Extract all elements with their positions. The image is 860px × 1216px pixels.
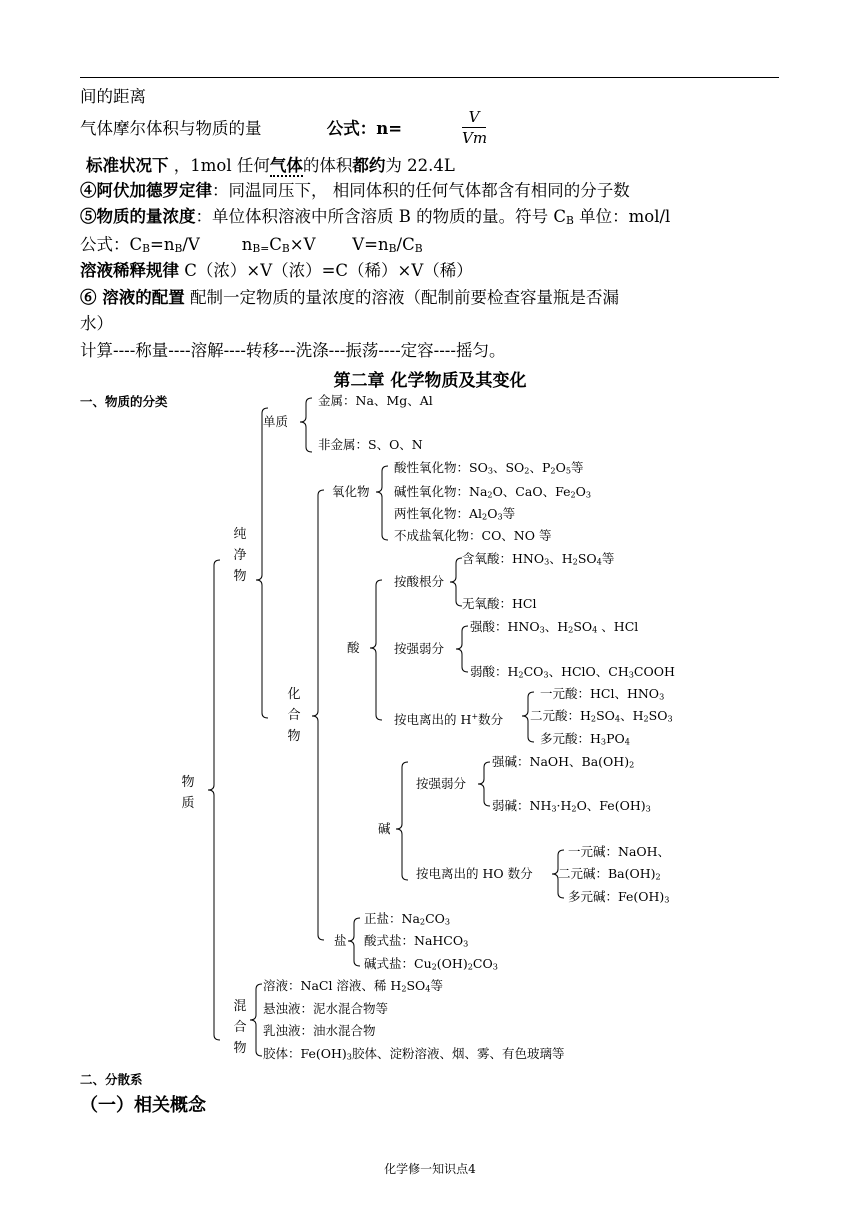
tree-leaf: 碱性氧化物：$Na_2O$、CaO、$Fe_2O_3$: [394, 484, 592, 500]
tree-node: 按强弱分: [394, 641, 445, 656]
bold-term: ④阿伏加德罗定律: [80, 181, 212, 200]
text-line: [80, 118, 402, 140]
text-segment: 为 22.4L: [385, 156, 455, 175]
header-rule: [80, 77, 779, 78]
bold-term: 溶液稀释规律: [80, 261, 179, 280]
section-heading: 一、物质的分类: [80, 394, 168, 409]
subsection-heading: （一）相关概念: [80, 1095, 206, 1116]
text-line: 计算----称量----溶解----转移---洗涤---振荡----定容----摇匀。: [80, 341, 506, 360]
text-line: [86, 155, 455, 177]
tree-leaf: 强酸：$HNO_3$、$H_2SO_4$ 、HCl: [470, 619, 639, 635]
tree-node: 按电离出的 HO 数分: [416, 866, 533, 881]
bold-term: 标准状况下: [86, 156, 169, 175]
tree-leaf: 一元酸：HCl、$HNO_3$: [540, 686, 665, 702]
brace: [370, 580, 382, 720]
tree-leaf: 多元酸：$H_3PO_4$: [540, 731, 630, 747]
tree-node-element: 单质: [263, 414, 289, 429]
subscript: B: [142, 242, 151, 256]
formula-fraction: [462, 108, 486, 147]
text-segment: 的体积: [302, 156, 353, 175]
brace: [250, 984, 262, 1056]
brace: [478, 762, 490, 806]
text-line: [80, 180, 630, 202]
text-segment: 气体摩尔体积与物质的量: [80, 119, 262, 138]
tree-leaf: 溶液：NaCl 溶液、稀 $H_2SO_4$等: [263, 978, 443, 994]
tree-leaf: 二元碱：$Ba(OH)_2$: [558, 866, 661, 882]
text-line: 公式：$C_B=n_B/V$ $n_{B=}C_B\times V$ $V=n_B/C_B$: [80, 235, 423, 256]
text-segment: 单位：mol/l: [573, 207, 671, 226]
tree-leaf: 不成盐氧化物：CO、NO 等: [394, 528, 552, 543]
text-line: [80, 206, 670, 232]
text-segment: 公式：C: [80, 235, 143, 254]
section-heading: 二、分散系: [80, 1072, 143, 1087]
bold-term: ⑥ 溶液的配置: [80, 288, 185, 307]
text-segment: 配制一定物质的量浓度的溶液（配制前要检查容量瓶是否漏: [184, 288, 619, 307]
tree-leaf: 多元碱：$Fe(OH)_3$: [568, 889, 670, 905]
text-segment: ：同温同压下， 相同体积的任何气体都含有相同的分子数: [212, 181, 630, 200]
brace: [376, 466, 388, 540]
tree-leaf: 酸式盐：NaHCO$_3$: [364, 933, 469, 949]
emphasized-term: 气体: [269, 156, 303, 175]
tree-leaf: 两性氧化物：$Al_2O_3$等: [394, 506, 516, 522]
tree-node-salt: 盐: [334, 933, 347, 948]
text-segment: ：单位体积溶液中所含溶质 B 的物质的量。符号 C: [195, 207, 566, 226]
fraction-numerator: V: [468, 108, 480, 126]
tree-node-mixture: 混 合 物: [233, 999, 247, 1056]
text-line: [80, 287, 619, 309]
bold-term: 都约: [352, 156, 386, 175]
tree-leaf: 强碱：NaOH、$Ba(OH)_2$: [492, 754, 635, 770]
tree-leaf: 乳浊液：油水混合物: [263, 1023, 376, 1038]
tree-leaf: 正盐：$Na_2CO_3$: [364, 911, 451, 927]
text-line: [80, 260, 473, 282]
tree-leaf: 非金属：S、O、N: [318, 437, 423, 452]
fraction-bar: [462, 127, 486, 128]
tree-leaf: 一元碱：NaOH、: [568, 844, 671, 859]
tree-leaf: 金属：Na、Mg、Al: [318, 393, 433, 408]
tree-node-acid: 酸: [347, 640, 360, 655]
tree-node-root: 物 质: [181, 775, 195, 811]
tree-node-oxide: 氧化物: [332, 484, 370, 499]
tree-leaf: 胶体：$Fe(OH)_3$胶体、淀粉溶液、烟、雾、有色玻璃等: [263, 1046, 565, 1062]
brace: [256, 408, 268, 718]
tree-leaf: 碱式盐：$Cu_2(OH)_2CO_3$: [364, 956, 498, 972]
text-line: 间的距离: [80, 87, 146, 106]
formula-label: 公式：n=: [326, 119, 403, 138]
tree-leaf: 二元酸：$H_2SO_4$、$H_2SO_3$: [530, 708, 673, 724]
page-footer: 化学修一知识点4: [384, 1162, 476, 1176]
tree-leaf: 弱酸：$H_2CO_3$、HClO、$CH_3COOH$: [470, 664, 675, 680]
tree-node-compound: 化 合 物: [287, 687, 301, 744]
brace: [456, 626, 468, 672]
brace: [312, 490, 324, 940]
bold-term: ⑤物质的量浓度: [80, 207, 196, 226]
tree-leaf: 悬浊液：泥水混合物等: [263, 1001, 389, 1016]
tree-node: 按酸根分: [394, 574, 445, 589]
tree-leaf: 弱碱：$NH_3\cdot H_2O$、$Fe(OH)_3$: [492, 798, 651, 814]
fraction-denominator: Vm: [462, 129, 488, 147]
brace: [300, 398, 312, 452]
tree-node: 按强弱分: [416, 776, 467, 791]
brace: [348, 918, 360, 966]
subscript: B: [566, 214, 574, 228]
tree-leaf: 酸性氧化物：$SO_3$、$SO_2$、$P_2O_5$等: [394, 460, 584, 476]
brace: [208, 560, 220, 1040]
tree-node: 按电离出的 H+数分: [394, 711, 504, 728]
chapter-title: 第二章 化学物质及其变化: [333, 371, 527, 391]
tree-leaf: 无氧酸：HCl: [462, 596, 537, 611]
brace: [396, 762, 408, 880]
tree-node-base: 碱: [378, 821, 391, 836]
text-segment: C（浓）×V（浓）=C（稀）×V（稀）: [179, 261, 473, 280]
tree-leaf: 含氧酸：$HNO_3$、$H_2SO_4$等: [462, 551, 615, 567]
text-segment: ，1mol 任何: [173, 156, 270, 175]
tree-node-pure: 纯 净 物: [233, 527, 247, 584]
brace: [450, 558, 462, 606]
text-line: 水）: [80, 314, 113, 333]
